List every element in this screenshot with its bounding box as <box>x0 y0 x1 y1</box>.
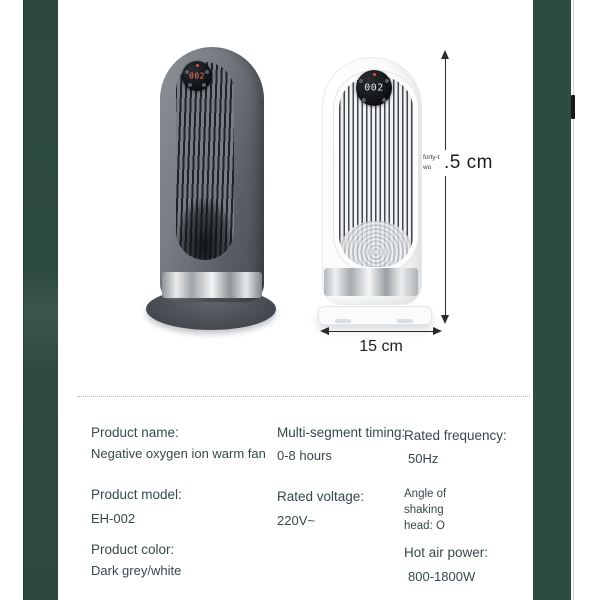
spec-cell-model <box>91 486 251 526</box>
spec-label: Rated voltage: <box>277 489 365 504</box>
spec-cell-product-name <box>91 424 281 461</box>
height-label-small-text: forty-t wo <box>423 154 440 171</box>
section-divider-dotted <box>78 396 530 397</box>
right-accent-bar <box>533 0 571 600</box>
spec-label: Product color: <box>91 542 175 557</box>
power-indicator-dot <box>373 73 376 76</box>
control-button-dot <box>202 83 206 87</box>
width-dimension-label: 15 cm <box>359 338 403 355</box>
height-dimension-label <box>422 150 494 176</box>
white-fan-chrome-band <box>324 268 418 296</box>
right-edge-notch <box>571 95 575 119</box>
dark-fan-grille <box>176 62 234 260</box>
height-arrow-line <box>445 59 446 315</box>
spec-value: EH-002 <box>91 511 136 527</box>
arrow-up-icon <box>441 50 449 59</box>
arrow-right-icon <box>433 327 442 335</box>
control-button-dot <box>382 98 386 102</box>
spec-cell-color <box>91 541 251 578</box>
white-fan-display: 002 <box>364 82 384 94</box>
spec-cell-frequency <box>404 427 534 466</box>
spec-value: Negative oxygen ion warm fan <box>91 446 266 462</box>
spec-label: Angle of shaking head: O <box>404 488 447 533</box>
spec-value: Dark grey/white <box>91 563 182 579</box>
dark-fan-control-panel <box>182 61 212 91</box>
spec-value: 50Hz <box>408 451 439 467</box>
white-fan-foot <box>335 319 351 323</box>
height-label-value: .5 cm <box>444 152 493 173</box>
spec-cell-timing <box>277 424 407 463</box>
spec-value: 220V~ <box>277 513 315 529</box>
spec-label: Hot air power: <box>404 545 489 560</box>
spec-label: Multi-segment timing: <box>277 425 406 440</box>
spec-cell-voltage <box>277 488 407 528</box>
left-accent-bar <box>23 0 58 600</box>
spec-label: Product name: <box>91 425 179 440</box>
arrow-left-icon <box>320 327 329 335</box>
white-fan-control-panel <box>356 70 392 106</box>
arrow-down-icon <box>441 315 449 324</box>
dark-fan-chrome-band <box>162 272 262 298</box>
dark-fan-display: 002 <box>189 71 205 81</box>
spec-cell-hot-air-power <box>404 544 534 584</box>
white-fan-foot <box>397 319 413 323</box>
power-indicator-dot <box>196 64 199 67</box>
spec-value: 800-1800W <box>408 569 476 585</box>
width-arrow-line <box>328 331 434 332</box>
right-edge-line <box>573 0 574 600</box>
control-button-dot <box>362 98 366 102</box>
control-button-dot <box>188 83 192 87</box>
spec-label: Product model: <box>91 487 182 502</box>
spec-label: Rated frequency: <box>404 428 507 443</box>
spec-value: 0-8 hours <box>277 448 332 464</box>
spec-cell-shaking-angle <box>404 486 470 534</box>
